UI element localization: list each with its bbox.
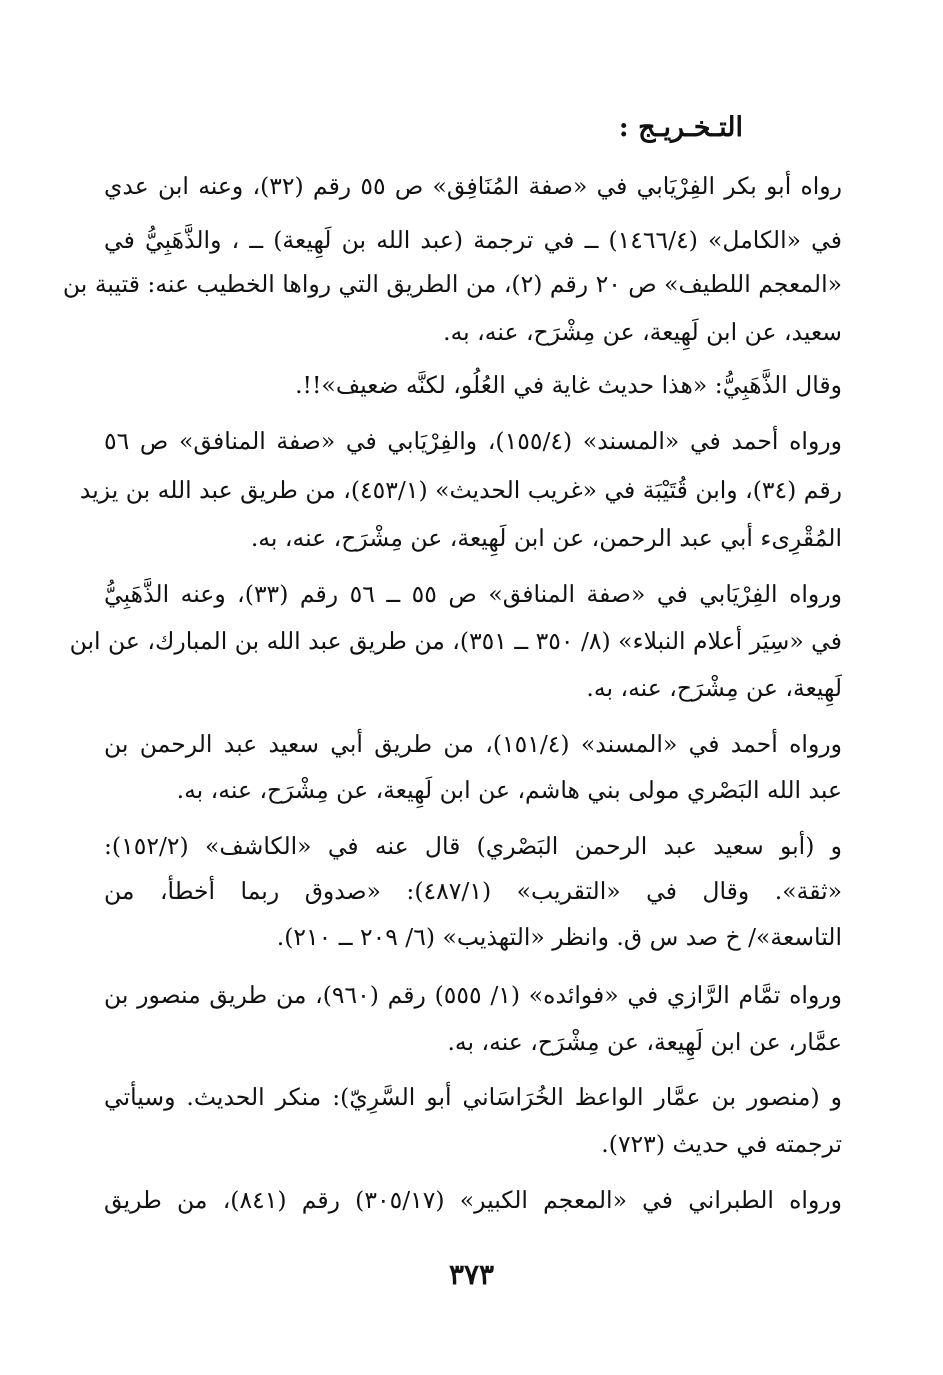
text-line: في «الكامل» (١٤٦٦/٤) ــ في ترجمة (عبد الله بن لَهِيعة) ــ ، والذَّهَبِيُّ في <box>104 226 842 254</box>
text-line: لَهِيعة، عن مِشْرَح، عنه، به. <box>586 674 842 702</box>
text-line: المُقْرِىء أبي عبد الرحمن، عن ابن لَهِيعة، عن مِشْرَح، عنه، به. <box>250 524 842 552</box>
text-line: في «سِيَر أعلام النبلاء» (٨/ ٣٥٠ ــ ٣٥١)، من طريق عبد الله بن المبارك، عن ابن <box>69 627 842 655</box>
text-line: «المعجم اللطيف» ص ٢٠ رقم (٢)، من الطريق التي رواها الخطيب عنه: قتيبة بن <box>62 270 842 298</box>
text-line: وقال الذَّهَبِيُّ: «هذا حديث غاية في العُلُو، لكنَّه ضعيف»!!. <box>295 371 842 399</box>
text-line: ورواه الطبراني في «المعجم الكبير» (٣٠٥/١٧) رقم (٨٤١)، من طريق <box>104 1186 842 1214</box>
text-line: و (منصور بن عمَّار الواعظ الخُرَاسَاني أبو السَّرِيّ): منكر الحديث. وسيأتي <box>104 1083 842 1111</box>
section-heading: التـخـريـج : <box>618 112 743 143</box>
text-line: عمَّار، عن ابن لَهِيعة، عن مِشْرَح، عنه، به. <box>447 1028 842 1056</box>
page-number: ٣٧٣ <box>448 1258 495 1291</box>
text-line: ترجمته في حديث (٧٢٣). <box>601 1130 842 1158</box>
text-line: عبد الله البَصْري مولى بني هاشم، عن ابن لَهِيعة، عن مِشْرَح، عنه، به. <box>176 776 842 804</box>
text-line: ورواه أحمد في «المسند» (١٥٥/٤)، والفِرْيَابي في «صفة المنافق» ص ٥٦ <box>104 427 842 455</box>
text-line: «ثقة». وقال في «التقريب» (٤٨٧/١): «صدوق ربما أخطأ، من <box>104 877 842 905</box>
text-line: ورواه أحمد في «المسند» (١٥١/٤)، من طريق أبي سعيد عبد الرحمن بن <box>104 730 842 758</box>
text-line: التاسعة»/ خ صد س ق. وانظر «التهذيب» (٦/ ٢٠٩ ــ ٢١٠). <box>276 923 842 951</box>
text-line: رواه أبو بكر الفِرْيَابي في «صفة المُنَافِق» ص ٥٥ رقم (٣٢)، وعنه ابن عدي <box>104 172 842 200</box>
text-line: سعيد، عن ابن لَهِيعة، عن مِشْرَح، عنه، به. <box>443 318 842 346</box>
text-line: رقم (٣٤)، وابن قُتَيْبَة في «غريب الحديث» (٤٥٣/١)، من طريق عبد الله بن يزيد <box>79 476 842 504</box>
text-line: و (أبو سعيد عبد الرحمن البَصْري) قال عنه في «الكاشف» (١٥٢/٢): <box>104 832 842 860</box>
text-line: ورواه تمَّام الرَّازي في «فوائده» (١/ ٥٥٥) رقم (٩٦٠)، من طريق منصور بن <box>104 981 842 1009</box>
text-line: ورواه الفِرْيَابي في «صفة المنافق» ص ٥٥ ــ ٥٦ رقم (٣٣)، وعنه الذَّهَبِيُّ <box>104 580 842 608</box>
